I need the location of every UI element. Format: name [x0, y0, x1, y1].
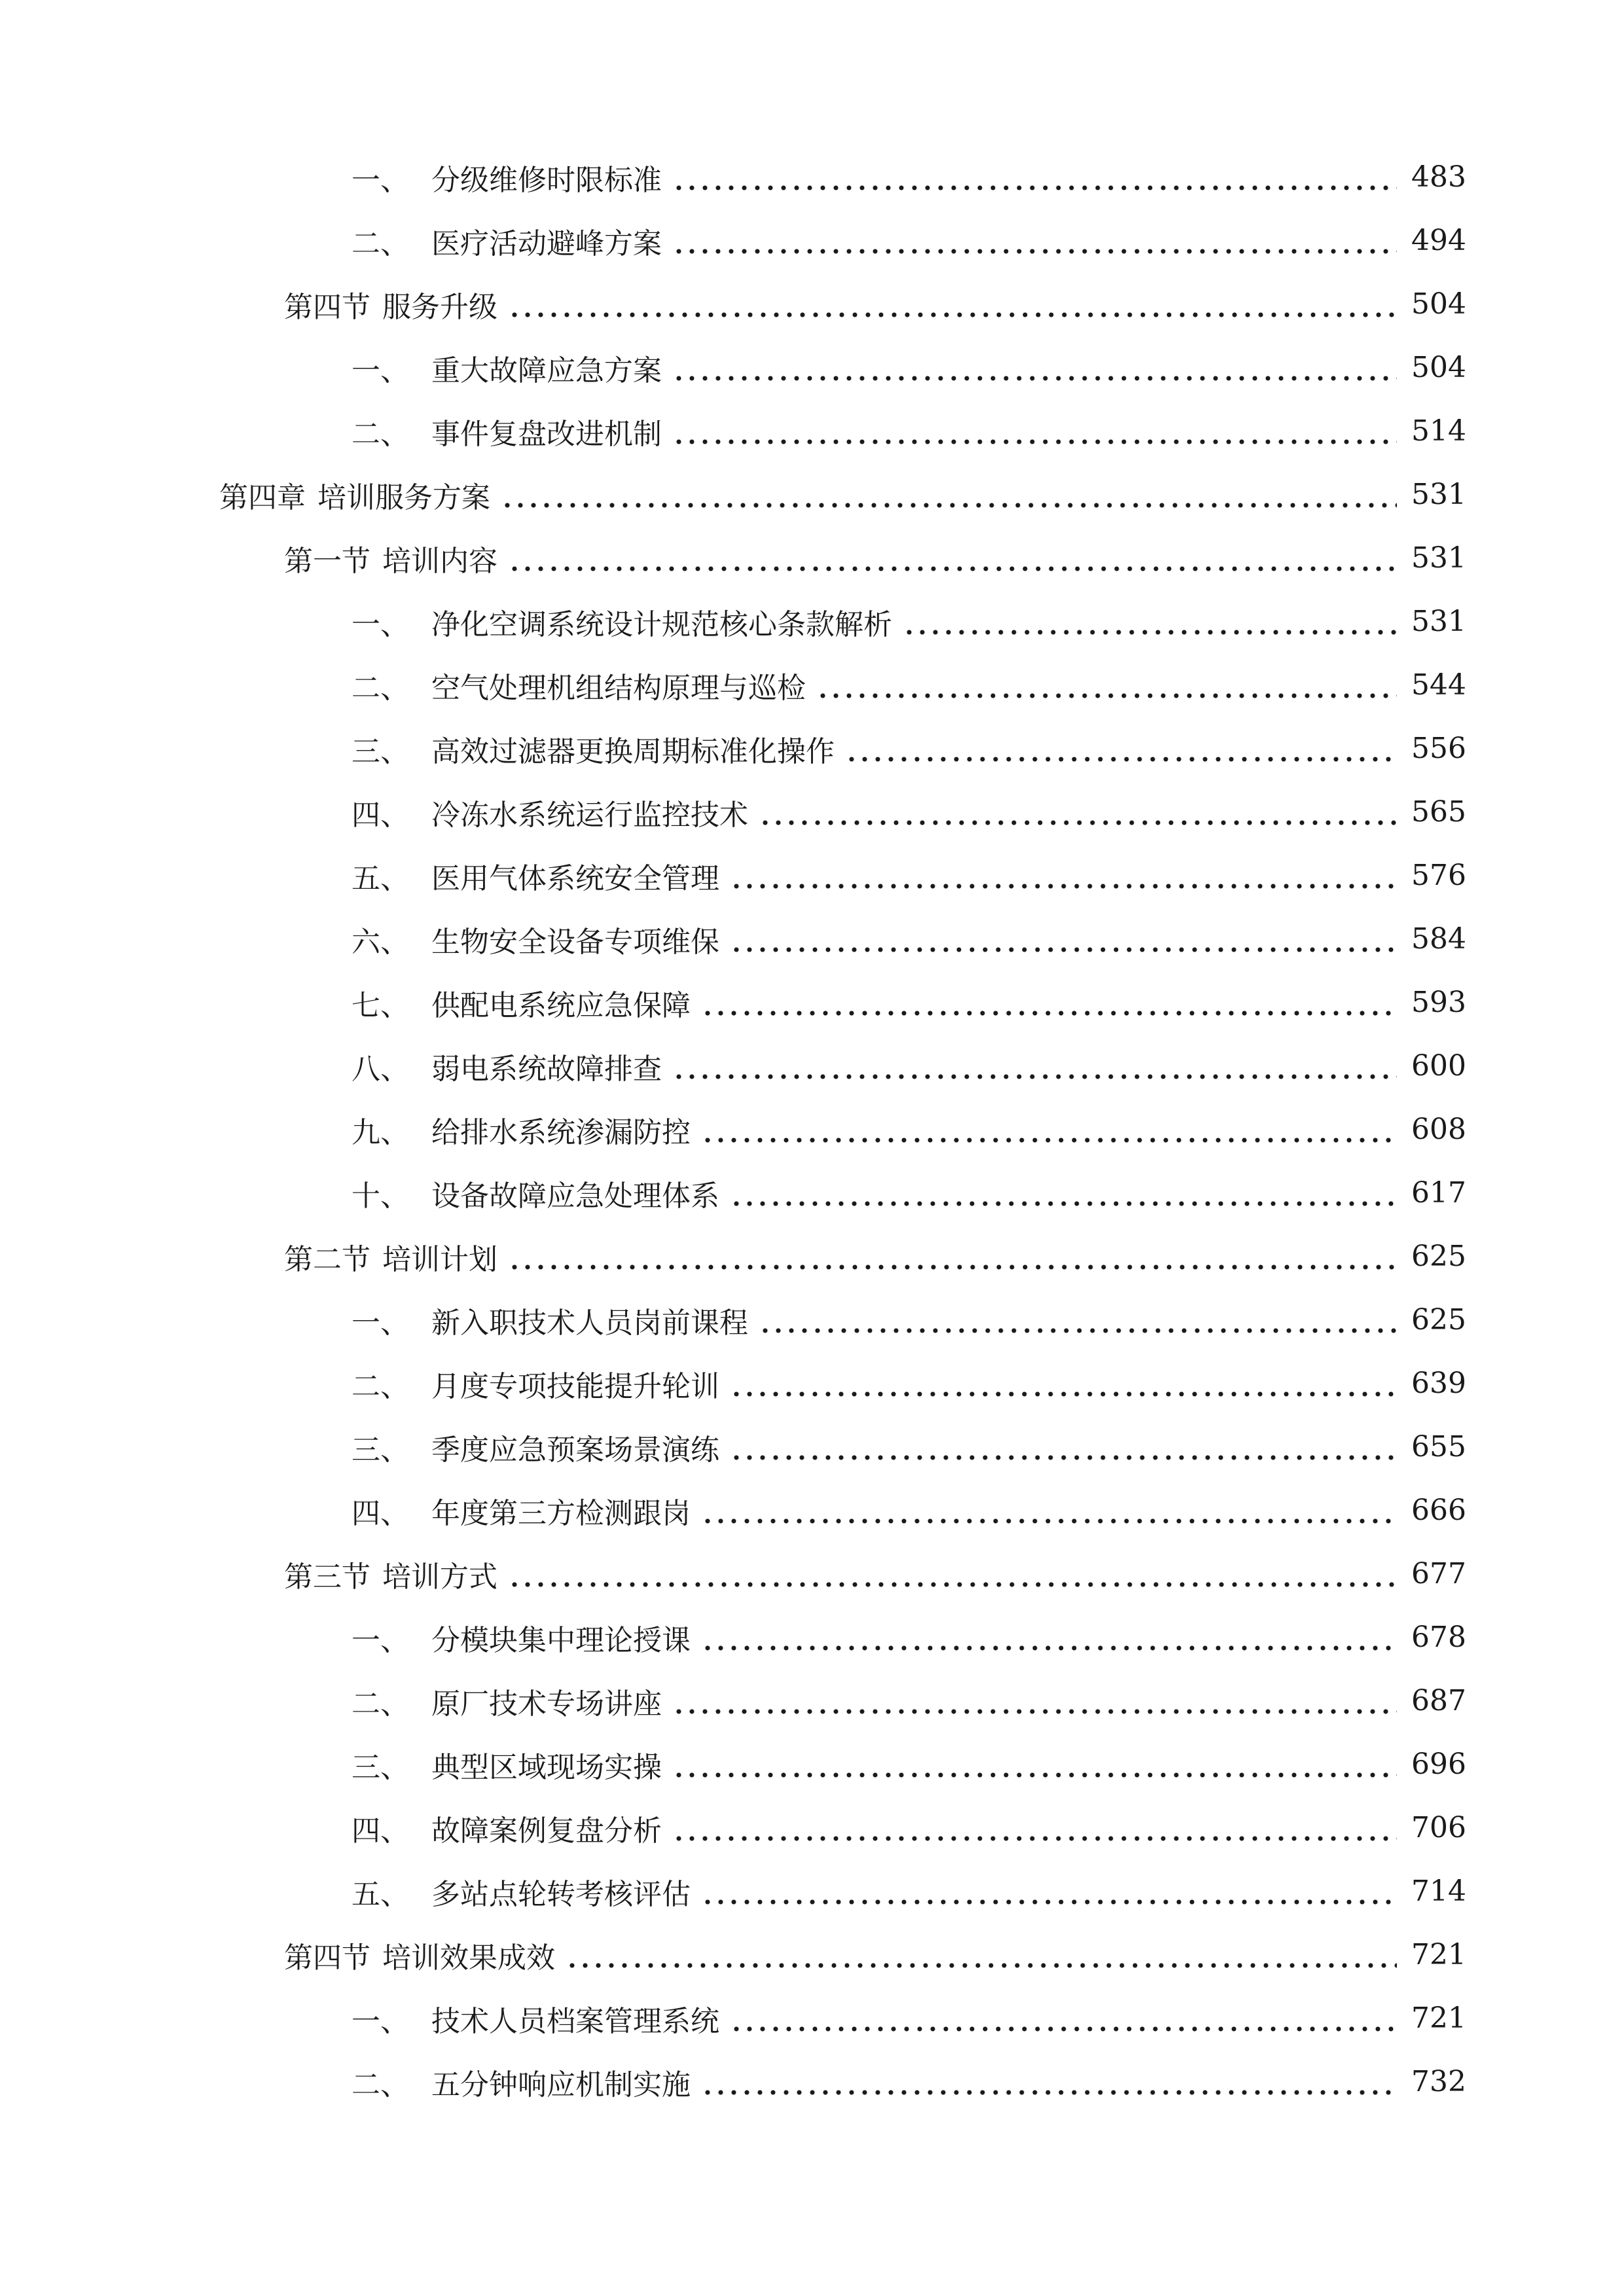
dot-leader: [701, 1496, 1397, 1525]
dot-leader: [501, 480, 1397, 509]
toc-entry-number: 二、: [352, 1687, 409, 1721]
toc-entry-number: 二、: [352, 2068, 409, 2102]
toc-page-number: 544: [1411, 668, 1466, 702]
toc-entry[interactable]: [352, 399, 1466, 463]
toc-entry[interactable]: [352, 844, 1466, 907]
toc-page-number: 531: [1411, 541, 1466, 575]
dot-leader: [672, 226, 1397, 255]
toc-page-number: 732: [1411, 2065, 1466, 2098]
toc-entry-number: 四、: [352, 1496, 409, 1530]
toc-entry[interactable]: [284, 1542, 1466, 1605]
toc-entry-number: 第四节: [284, 290, 370, 324]
toc-entry[interactable]: [284, 526, 1466, 590]
toc-page-number: 721: [1411, 1938, 1466, 1971]
toc-entry-number: 一、: [352, 353, 409, 387]
toc-page-number: 504: [1411, 351, 1466, 384]
toc-page-number: 639: [1411, 1367, 1466, 1400]
toc-entry-title: 重大故障应急方案: [431, 353, 662, 387]
toc-entry-title: 生物安全设备专项维保: [431, 925, 719, 959]
toc-entry-title: 多站点轮转考核评估: [431, 1877, 691, 1911]
toc-entry[interactable]: [352, 1859, 1466, 1923]
toc-entry[interactable]: [284, 272, 1466, 336]
toc-entry-title: 空气处理机组结构原理与巡检: [431, 671, 806, 705]
toc-entry[interactable]: [352, 1352, 1466, 1415]
toc-page-number: 608: [1411, 1113, 1466, 1146]
toc-entry-title: 五分钟响应机制实施: [431, 2068, 691, 2102]
dot-leader: [672, 163, 1397, 192]
toc-entry-title: 培训服务方案: [317, 480, 490, 514]
toc-page-number: 714: [1411, 1874, 1466, 1908]
toc-page-number: 531: [1411, 478, 1466, 511]
dot-leader: [672, 1687, 1397, 1715]
toc-entry[interactable]: [352, 1098, 1466, 1161]
dot-leader: [508, 544, 1397, 573]
toc-entry-title: 服务升级: [382, 290, 497, 324]
dot-leader: [701, 1115, 1397, 1144]
toc-entry[interactable]: [352, 1415, 1466, 1479]
dot-leader: [508, 1560, 1397, 1588]
toc-entry-number: 一、: [352, 2004, 409, 2038]
dot-leader: [730, 1433, 1397, 1462]
toc-entry-title: 季度应急预案场景演练: [431, 1433, 719, 1467]
toc-entry[interactable]: [352, 1034, 1466, 1098]
toc-page-number: 494: [1411, 224, 1466, 257]
toc-entry-title: 分模块集中理论授课: [431, 1623, 691, 1657]
dot-leader: [845, 734, 1397, 763]
toc-entry-number: 五、: [352, 861, 409, 895]
toc-entry-number: 第二节: [284, 1242, 370, 1276]
toc-entry[interactable]: [352, 1796, 1466, 1859]
toc-page-number: 706: [1411, 1811, 1466, 1844]
dot-leader: [759, 798, 1397, 827]
toc-page-number: 483: [1411, 160, 1466, 194]
toc-entry[interactable]: [352, 1986, 1466, 2050]
dot-leader: [903, 607, 1397, 636]
dot-leader: [701, 2068, 1397, 2096]
toc-entry-title: 弱电系统故障排查: [431, 1052, 662, 1086]
toc-entry[interactable]: [352, 336, 1466, 399]
dot-leader: [508, 1242, 1397, 1271]
toc-entry-title: 医用气体系统安全管理: [431, 861, 719, 895]
toc-entry-title: 高效过滤器更换周期标准化操作: [431, 734, 835, 768]
dot-leader: [701, 988, 1397, 1017]
dot-leader: [672, 1750, 1397, 1779]
toc-entry[interactable]: [284, 1923, 1466, 1986]
toc-entry[interactable]: [352, 590, 1466, 653]
toc-entry-number: 二、: [352, 671, 409, 705]
toc-page-number: 593: [1411, 986, 1466, 1019]
dot-leader: [672, 353, 1397, 382]
dot-leader: [730, 1179, 1397, 1208]
toc-entry[interactable]: [352, 717, 1466, 780]
toc-entry[interactable]: [284, 1225, 1466, 1288]
dot-leader: [672, 1052, 1397, 1081]
toc-entry-title: 原厂技术专场讲座: [431, 1687, 662, 1721]
toc-entry-title: 培训内容: [382, 544, 497, 578]
toc-entry-number: 三、: [352, 734, 409, 768]
dot-leader: [566, 1941, 1397, 1969]
toc-entry-number: 第一节: [284, 544, 370, 578]
toc-entry[interactable]: [352, 1732, 1466, 1796]
toc-page-number: 696: [1411, 1748, 1466, 1781]
toc-entry[interactable]: [352, 907, 1466, 971]
toc-entry-number: 一、: [352, 1306, 409, 1340]
toc-page-number: 565: [1411, 795, 1466, 829]
toc-entry[interactable]: [352, 971, 1466, 1034]
toc-entry[interactable]: [352, 2050, 1466, 2113]
toc-page-number: 687: [1411, 1684, 1466, 1717]
toc-entry-title: 月度专项技能提升轮训: [431, 1369, 719, 1403]
dot-leader: [816, 671, 1397, 700]
toc-entry[interactable]: [352, 209, 1466, 272]
dot-leader: [701, 1877, 1397, 1906]
toc-entry[interactable]: [352, 653, 1466, 717]
toc-page-number: 721: [1411, 2001, 1466, 2035]
toc-entry-title: 典型区域现场实操: [431, 1750, 662, 1784]
toc-entry-number: 一、: [352, 1623, 409, 1657]
toc-entry-title: 培训方式: [382, 1560, 497, 1594]
toc-page-number: 514: [1411, 414, 1466, 448]
toc-entry-title: 设备故障应急处理体系: [431, 1179, 719, 1213]
toc-entry-title: 培训计划: [382, 1242, 497, 1276]
dot-leader: [730, 1369, 1397, 1398]
toc-entry-number: 第四章: [219, 480, 306, 514]
toc-entry-number: 四、: [352, 798, 409, 832]
toc-entry[interactable]: [352, 1288, 1466, 1352]
toc-entry-number: 八、: [352, 1052, 409, 1086]
toc-entry-number: 三、: [352, 1750, 409, 1784]
dot-leader: [672, 417, 1397, 446]
toc-entry-title: 分级维修时限标准: [431, 163, 662, 197]
toc-entry-number: 第三节: [284, 1560, 370, 1594]
toc-entry-title: 年度第三方检测跟岗: [431, 1496, 691, 1530]
toc-entry[interactable]: [352, 1669, 1466, 1732]
toc-page-number: 678: [1411, 1621, 1466, 1654]
dot-leader: [730, 2004, 1397, 2033]
toc-entry-number: 十、: [352, 1179, 409, 1213]
dot-leader: [672, 1814, 1397, 1842]
toc-page-number: 617: [1411, 1176, 1466, 1210]
toc-entry[interactable]: [352, 145, 1466, 209]
dot-leader: [759, 1306, 1397, 1335]
toc-entry-number: 七、: [352, 988, 409, 1022]
toc-page-number: 625: [1411, 1303, 1466, 1336]
toc-entry-title: 培训效果成效: [382, 1941, 555, 1975]
toc-entry-title: 事件复盘改进机制: [431, 417, 662, 451]
toc-entry-title: 供配电系统应急保障: [431, 988, 691, 1022]
toc-page-number: 504: [1411, 287, 1466, 321]
toc-entry-title: 冷冻水系统运行监控技术: [431, 798, 748, 832]
toc-entry-number: 六、: [352, 925, 409, 959]
toc-page-number: 584: [1411, 922, 1466, 956]
toc-entry-number: 三、: [352, 1433, 409, 1467]
toc-entry-number: 一、: [352, 163, 409, 197]
toc-entry-number: 二、: [352, 417, 409, 451]
dot-leader: [508, 290, 1397, 319]
toc-page-number: 677: [1411, 1557, 1466, 1590]
toc-entry-title: 技术人员档案管理系统: [431, 2004, 719, 2038]
dot-leader: [730, 861, 1397, 890]
toc-entry-number: 四、: [352, 1814, 409, 1848]
toc-entry-title: 医疗活动避峰方案: [431, 226, 662, 260]
toc-entry-title: 净化空调系统设计规范核心条款解析: [431, 607, 892, 641]
toc-entry-title: 给排水系统渗漏防控: [431, 1115, 691, 1149]
toc-entry-number: 一、: [352, 607, 409, 641]
toc-page-number: 625: [1411, 1240, 1466, 1273]
toc-entry[interactable]: [352, 1161, 1466, 1225]
toc-entry-number: 二、: [352, 226, 409, 260]
toc-entry-title: 故障案例复盘分析: [431, 1814, 662, 1848]
dot-leader: [701, 1623, 1397, 1652]
toc-entry[interactable]: [352, 1479, 1466, 1542]
toc-entry[interactable]: [352, 780, 1466, 844]
toc-entry[interactable]: [219, 463, 1466, 526]
toc-entry-title: 新入职技术人员岗前课程: [431, 1306, 748, 1340]
toc-page-number: 600: [1411, 1049, 1466, 1083]
toc-entry-number: 九、: [352, 1115, 409, 1149]
toc-entry-number: 五、: [352, 1877, 409, 1911]
toc-entry[interactable]: [352, 1605, 1466, 1669]
toc-page-number: 576: [1411, 859, 1466, 892]
toc-page-number: 531: [1411, 605, 1466, 638]
dot-leader: [730, 925, 1397, 954]
toc-entry-number: 二、: [352, 1369, 409, 1403]
toc-page-number: 666: [1411, 1494, 1466, 1527]
toc-entry-number: 第四节: [284, 1941, 370, 1975]
toc-page-number: 655: [1411, 1430, 1466, 1463]
toc-page-number: 556: [1411, 732, 1466, 765]
